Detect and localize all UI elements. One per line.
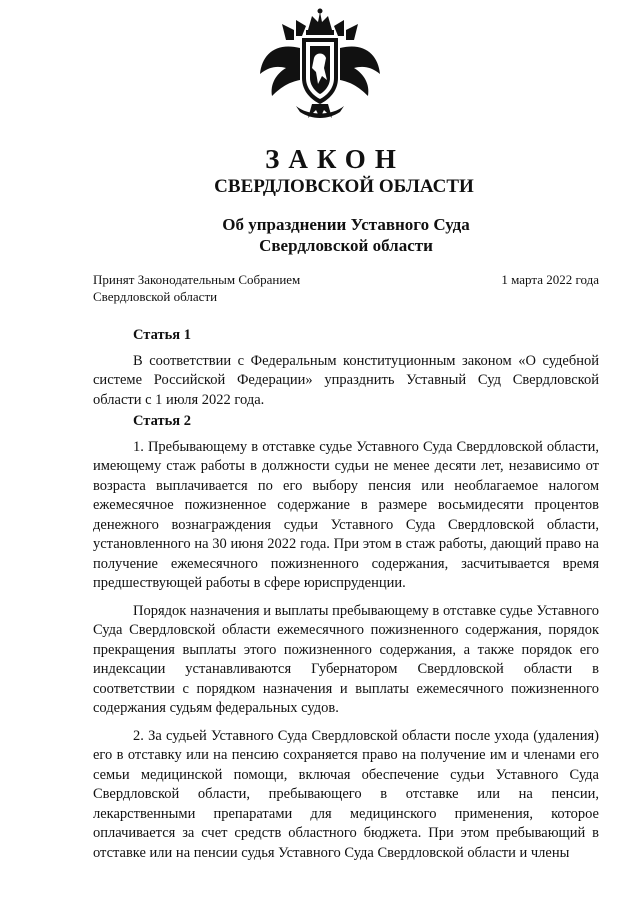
law-body — [93, 326, 599, 863]
adoption-date: 1 марта 2022 года — [501, 272, 599, 287]
article-paragraph: 1. Пребывающему в отставке судье Уставного Суда Свердловской области, имеющему стаж работы в должности судьи не менее десяти лет, независимо от возраста выплачивается по его выбору пенсия или необлагаемое налогом ежемесячное пожизненное содержание в размере восьмидесяти процентов денежного вознаграждения судьи Уставного Суда Свердловской области, установленного на 30 июня 2022 года. При этом в стаж работы, дающий право на получение ежемесячного пожизненного содержания, засчитывается время предшествующей работы в сфере юриспруденции. — [93, 438, 599, 591]
adopted-by-line: Свердловской области — [93, 289, 218, 304]
article-paragraph: Порядок назначения и выплаты пребывающему в отставке судье Уставного Суда Свердловской области ежемесячного пожизненного содержания, порядок прекращения выплаты этого пожизненного содержания, а также порядок его индексации устанавливаются Губернатором Свердловской области в соответствии с порядком назначения и выплаты ежемесячного пожизненного содержания судьям федеральных судов. — [93, 602, 599, 716]
region-title: СВЕРДЛОВСКОЙ ОБЛАСТИ — [214, 176, 474, 197]
document-type-title: ЗАКОН — [265, 144, 405, 174]
article-heading: Статья 1 — [133, 327, 191, 343]
article-paragraph: 2. За судьей Уставного Суда Свердловской области после ухода (удаления) его в отставку или на пенсию сохраняется право на получение им и членами его семьи медицинской помощи, включая обеспечение судьи Уставного Суда Свердловской области, пребывающего в отставке или на пенсии, лекарственными препаратами для медицинского применения, которое оплачивается за счет средств областного бюджета. При этом пребывающий в отставке или на пенсии судья Уставного Суда Свердловской области и члены — [93, 727, 599, 861]
adopted-by-line: Принят Законодательным Собранием — [93, 272, 301, 287]
article-paragraph: В соответствии с Федеральным конституционным законом «О судебной системе Российской Федерации» упразднить Уставный Суд Свердловской области с 1 июля 2022 года. — [93, 352, 599, 408]
adopted-by — [93, 271, 300, 305]
law-name-line: Об упразднении Уставного Суда — [222, 215, 470, 234]
law-name — [0, 214, 640, 256]
article-heading: Статья 2 — [133, 413, 191, 429]
coat-of-arms-icon — [256, 8, 384, 120]
law-name-line: Свердловской области — [259, 236, 433, 255]
